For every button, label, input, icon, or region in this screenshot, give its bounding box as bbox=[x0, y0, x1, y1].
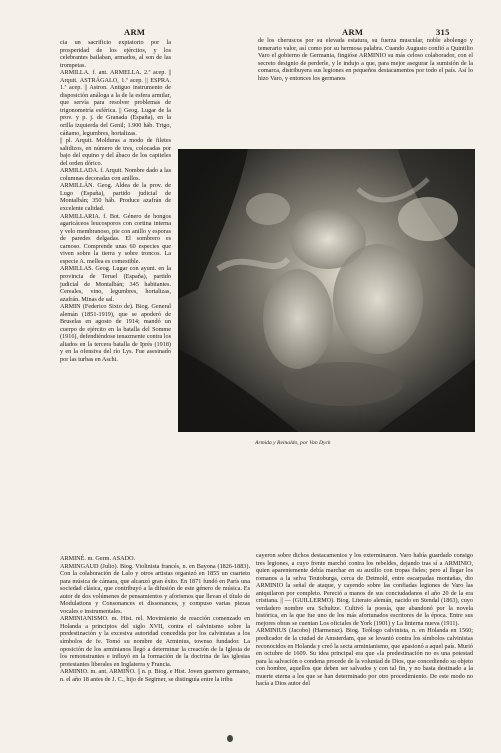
entry-arminius: ARMINIUS (Jacobo) (Harmensz). Biog. Teólogo calvinista, n. en Holanda en 1560; predicador de la ciudad de Amsterdam, que se levantó contra los símbolos calvinistas reconocidos en Holanda y creó la secta arminianismo, que apasionó a aquel país. Murió en octubre de 1609. Su idea principal era que «la predestinación no es una potestad para la salvación o condena procede de la voluntad de Dios, que concediendo su objeto con hombre, aquellos que deben ser salvados y con tal fin, y no basta destinado a la muerte eterna a los que se han determinado por otro procedimiento. De este modo no hacía a Dios autor del bbox=[256, 627, 474, 688]
entry-armillada: ARMILLADA. f. Arquit. Nombre dado a las columnas decoradas con anillos. bbox=[60, 167, 171, 182]
entry-armillan: ARMILLÁN. Geog. Aldea de la prov. de Lugo (España), partido judicial de Montalbán; 350 háb. Produce azafrán de excelente calidad. bbox=[60, 182, 171, 213]
entry-armillas: ARMILLAS. Geog. Lugar con ayunt. en la provincia de Teruel (España), partido judicial de Montalbán; 345 habitantes. Cereales, vino, legumbres, hortalizas, azafrán. Minas de sal. bbox=[60, 265, 171, 303]
left-column-top bbox=[60, 39, 171, 364]
entry-arminio-end: cayeron sobre dichos destacamentos y los exterminaron. Varo había guardado consigo tres legiones, a cuyo frente marchó contra los rebeldes, dejando tras sí a ARMINIO, quien aparentemente debía marchar en su auxilio con tropas fieles; pero al llegar los romanos a la selva Teutoburga, cerca de Detmold, entre escarpadas montañas, dio ARMINIO la señal de ataque, y cayendo sobre las confiadas legiones de Varo las aniquilaron por completo. Pereció a manos de sus conciudadanos el año 20 de la era cristiana. || — (GUILLERMO). Biog. Literato alemán, nacido en Stendal (1863), cuyo verdadero nombre era Schultze. Cultivó la poesía, que abandonó por la novela histórica, en la que fue uno de los más afortunados escritores de la época. Entre sus mejores obras se cuentan Los oficiales de York (1901) y La linterna nueva (1911). bbox=[256, 552, 473, 627]
left-column-bottom bbox=[60, 555, 250, 683]
entry-armilla: ARMILLA. f. ant. ARMELLA. 2.ª acep. || Arquit. ASTRÁGALO, 1.ª acep. || ESPRA. 1.ª acep. || Astron. Antiguo instrumento de disposición análoga a la de la esfera armilar, que servía para resolver problemas de trigonometría esférica. || Geog. Lugar de la prov. y p. j. de Granada (España), en la orilla izquierda del Genil; 1.900 háb. Trigo, cáñamo, legumbres, hortalizas. bbox=[60, 69, 171, 137]
right-column-bottom bbox=[256, 552, 473, 688]
entry-armingaud: ARMINGAUD (Julio). Biog. Violinista francés, n. en Bayona (1826-1883). Con la colaboración de Lalo y otros artistas organizó en 1855 un cuarteto para música de cámara, que alcanzó gran éxito. En 1871 fundó en París una sociedad clásica, que contribuyó a la difusión de este género de música. Es autor de dos volúmenes de pensamientos y aforismos que llevan el título de Modulations y Consonances et dissonances, y compuso varias piezas vocales e instrumentales. bbox=[60, 562, 250, 615]
page-mark bbox=[227, 735, 233, 742]
entry-armine: ARMINÉ. m. Germ. ASADO. bbox=[60, 555, 136, 562]
entry-arminio-continued: de los cheruscos por su elevada estatura, su fuerza muscular, noble abolengo y temerario valor, así como por su hermosa palabra. Cuando Augusto confió a Quintilio Varo el gobierno de Germania, fingióse ARMINIO su más celoso colaborador, con el secreto designio de perderle, y le indujo a que, para mejor asegurar la sumisión de la comarca, distribuyera sus legiones en pequeños destacamentos por todo el país. Así lo hizo Varo, y entonces los germanos bbox=[258, 37, 473, 82]
entry-paragraph: cia un sacrificio expiatorio por la prosperidad de los ejércitos, y los celebrantes bailaban, armados, al son de las trompetas. bbox=[60, 39, 171, 69]
painting-illustration bbox=[178, 149, 475, 432]
entry-armillaria: ARMILLARIA. f. Bot. Género de hongos agaricáceos leucosporos con cortina interna y velo membranoso, pie con anillo y esporas de paredes delgadas. El sombrero es carnoso. Comprende unas 60 especies que viven sobre la tierra y sobre troncos. La especie A. mellea es comestible. bbox=[60, 212, 171, 265]
entry-armilla-pl: || pl. Arquit. Molduras a modo de filetes salidizos, en número de tres, colocadas por bajo del equino y del ábaco de los capiteles del orden dórico. bbox=[60, 137, 171, 167]
entry-arminio: ARMINIO. m. ant. ARMIÑO. || n. p. Biog. e Hist. Joven guerrero germano, n. el año 18 antes de J. C., hijo de Segimer, se distinguía entre la tribu bbox=[60, 668, 250, 683]
running-header-right: ARM bbox=[342, 27, 364, 37]
right-column-top bbox=[258, 37, 473, 82]
page-number: 315 bbox=[436, 27, 450, 37]
entry-armin: ARMIN (Federico Sixto de). Biog. General alemán (1851-1919), que se apoderó de Bruselas en agosto de 1914; mandó un cuerpo de ejército en la batalla del Somme (1916), defendiéndose tenazmente contra los aliados en la tercera batalla de Iprés (1918) y en la ofensiva del río Lys. Fue asesinado por las turbas en Aschi. bbox=[60, 303, 171, 363]
image-caption: Armida y Reinaldo, por Van Dyck bbox=[255, 440, 331, 446]
entry-arminianismo: ARMINIANISMO. m. Hist. rel. Movimiento de reacción comenzado en Holanda a principios del siglo XVII, contra el calvinismo sobre la predestinación y la excesiva autoridad concedida por los calvinistas a los símbolos de fe. Tomó su nombre de Arminius, townso fundador. La oposición de los arminianos llegó a determinar la creación de la Iglesia de los remonstrantes e influyó en la formación de la doctrina de las iglesias protestantes liberales en Inglaterra y Francia. bbox=[60, 615, 250, 668]
painting-image bbox=[178, 149, 475, 432]
running-header-left: ARM bbox=[124, 27, 146, 37]
